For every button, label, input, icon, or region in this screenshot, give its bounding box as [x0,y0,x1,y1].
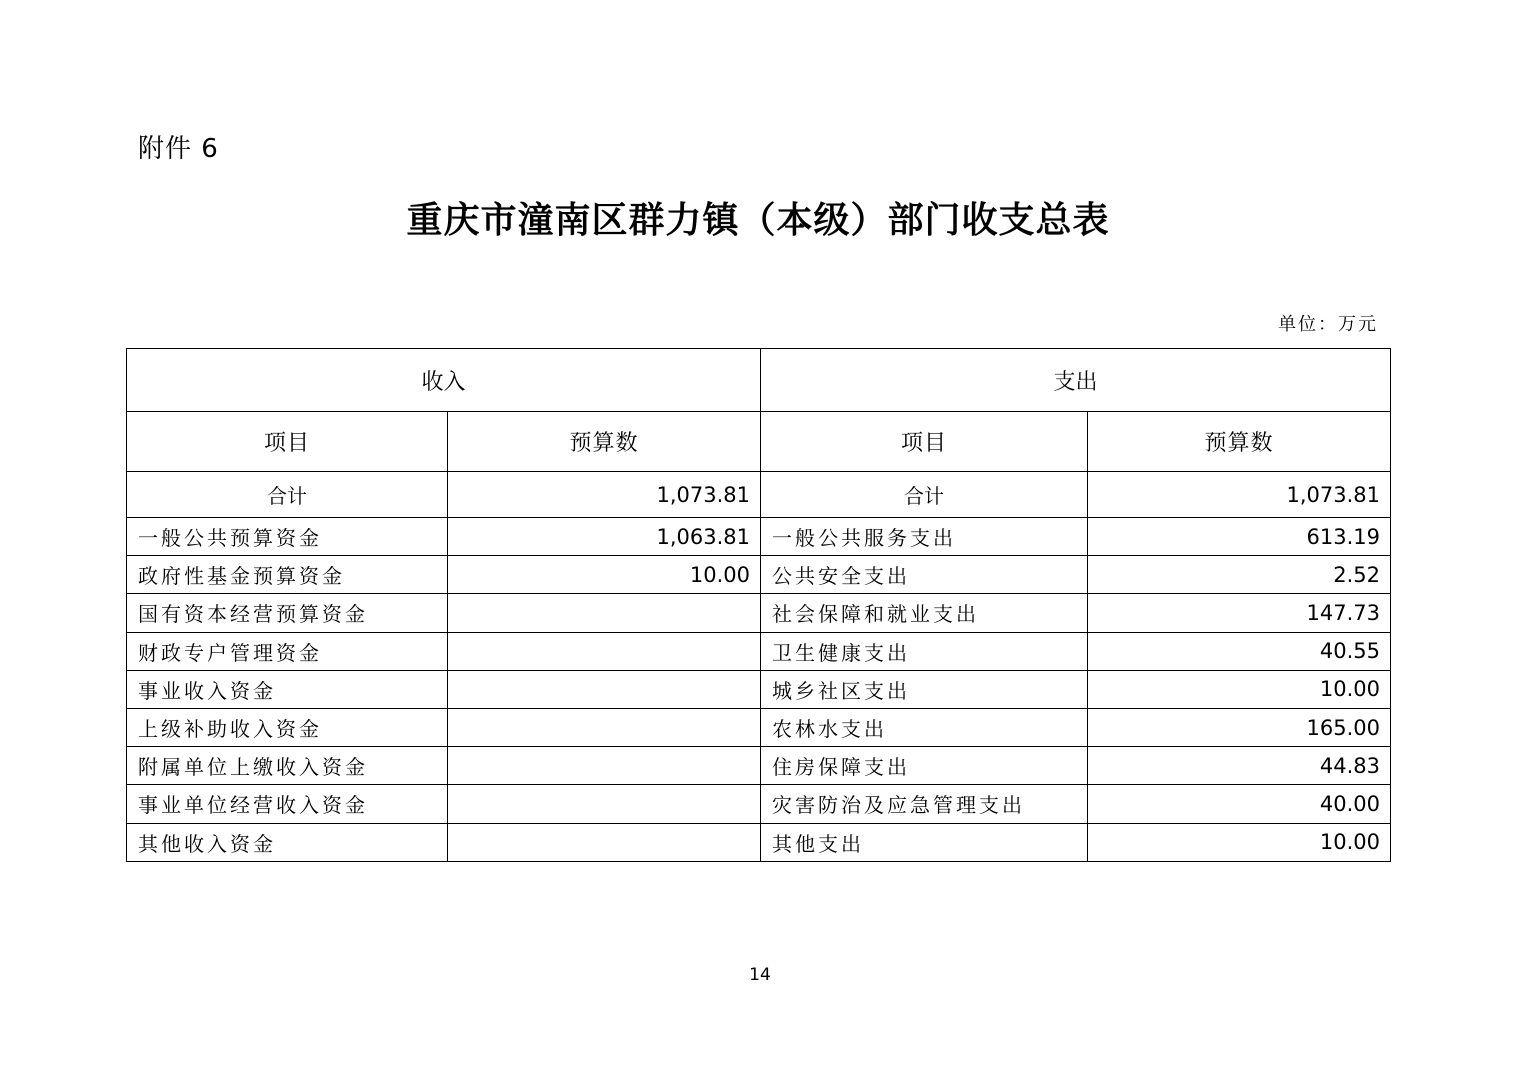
income-item-cell: 上级补助收入资金 [127,708,448,746]
table-row [127,632,1391,670]
expense-amount-cell: 613.19 [1088,518,1391,556]
table-column-header-row [127,412,1391,472]
expense-item-cell: 住房保障支出 [761,747,1088,785]
expense-item-cell: 社会保障和就业支出 [761,594,1088,632]
income-item-cell: 政府性基金预算资金 [127,556,448,594]
table-row [127,785,1391,823]
expense-amount-header: 预算数 [1088,412,1391,472]
income-item-cell: 事业收入资金 [127,670,448,708]
attachment-label: 附件 6 [138,134,219,164]
income-amount-cell [448,785,761,823]
income-total-amount: 1,073.81 [448,472,761,518]
expense-amount-cell: 44.83 [1088,747,1391,785]
income-amount-cell: 10.00 [448,556,761,594]
page-title: 重庆市潼南区群力镇（本级）部门收支总表 [406,199,1110,241]
expense-item-cell: 城乡社区支出 [761,670,1088,708]
expense-header: 支出 [761,349,1391,412]
expense-amount-cell: 10.00 [1088,823,1391,861]
income-amount-cell [448,670,761,708]
expense-item-cell: 一般公共服务支出 [761,518,1088,556]
income-amount-cell [448,747,761,785]
expense-total-label: 合计 [761,472,1088,518]
unit-label: 单位：万元 [1278,314,1378,335]
expense-amount-cell: 40.55 [1088,632,1391,670]
expense-amount-cell: 10.00 [1088,670,1391,708]
expense-item-cell: 农林水支出 [761,708,1088,746]
income-item-cell: 国有资本经营预算资金 [127,594,448,632]
income-header: 收入 [127,349,761,412]
income-total-label: 合计 [127,472,448,518]
table-row [127,747,1391,785]
income-item-cell: 其他收入资金 [127,823,448,861]
table-row [127,556,1391,594]
income-amount-cell [448,708,761,746]
budget-summary-table [126,348,1391,862]
income-amount-cell [448,632,761,670]
expense-total-amount: 1,073.81 [1088,472,1391,518]
income-item-header: 项目 [127,412,448,472]
expense-amount-cell: 2.52 [1088,556,1391,594]
income-item-cell: 财政专户管理资金 [127,632,448,670]
income-amount-cell [448,594,761,632]
page-number: 14 [749,965,771,985]
income-item-cell: 事业单位经营收入资金 [127,785,448,823]
expense-item-cell: 灾害防治及应急管理支出 [761,785,1088,823]
table-row [127,518,1391,556]
income-amount-header: 预算数 [448,412,761,472]
expense-item-cell: 其他支出 [761,823,1088,861]
table-row [127,708,1391,746]
expense-amount-cell: 165.00 [1088,708,1391,746]
income-item-cell: 一般公共预算资金 [127,518,448,556]
expense-item-header: 项目 [761,412,1088,472]
expense-amount-cell: 147.73 [1088,594,1391,632]
income-amount-cell: 1,063.81 [448,518,761,556]
table-row [127,823,1391,861]
table-group-header-row [127,349,1391,412]
table-row [127,594,1391,632]
expense-item-cell: 卫生健康支出 [761,632,1088,670]
expense-amount-cell: 40.00 [1088,785,1391,823]
expense-item-cell: 公共安全支出 [761,556,1088,594]
total-row [127,472,1391,518]
income-item-cell: 附属单位上缴收入资金 [127,747,448,785]
table-row [127,670,1391,708]
income-amount-cell [448,823,761,861]
